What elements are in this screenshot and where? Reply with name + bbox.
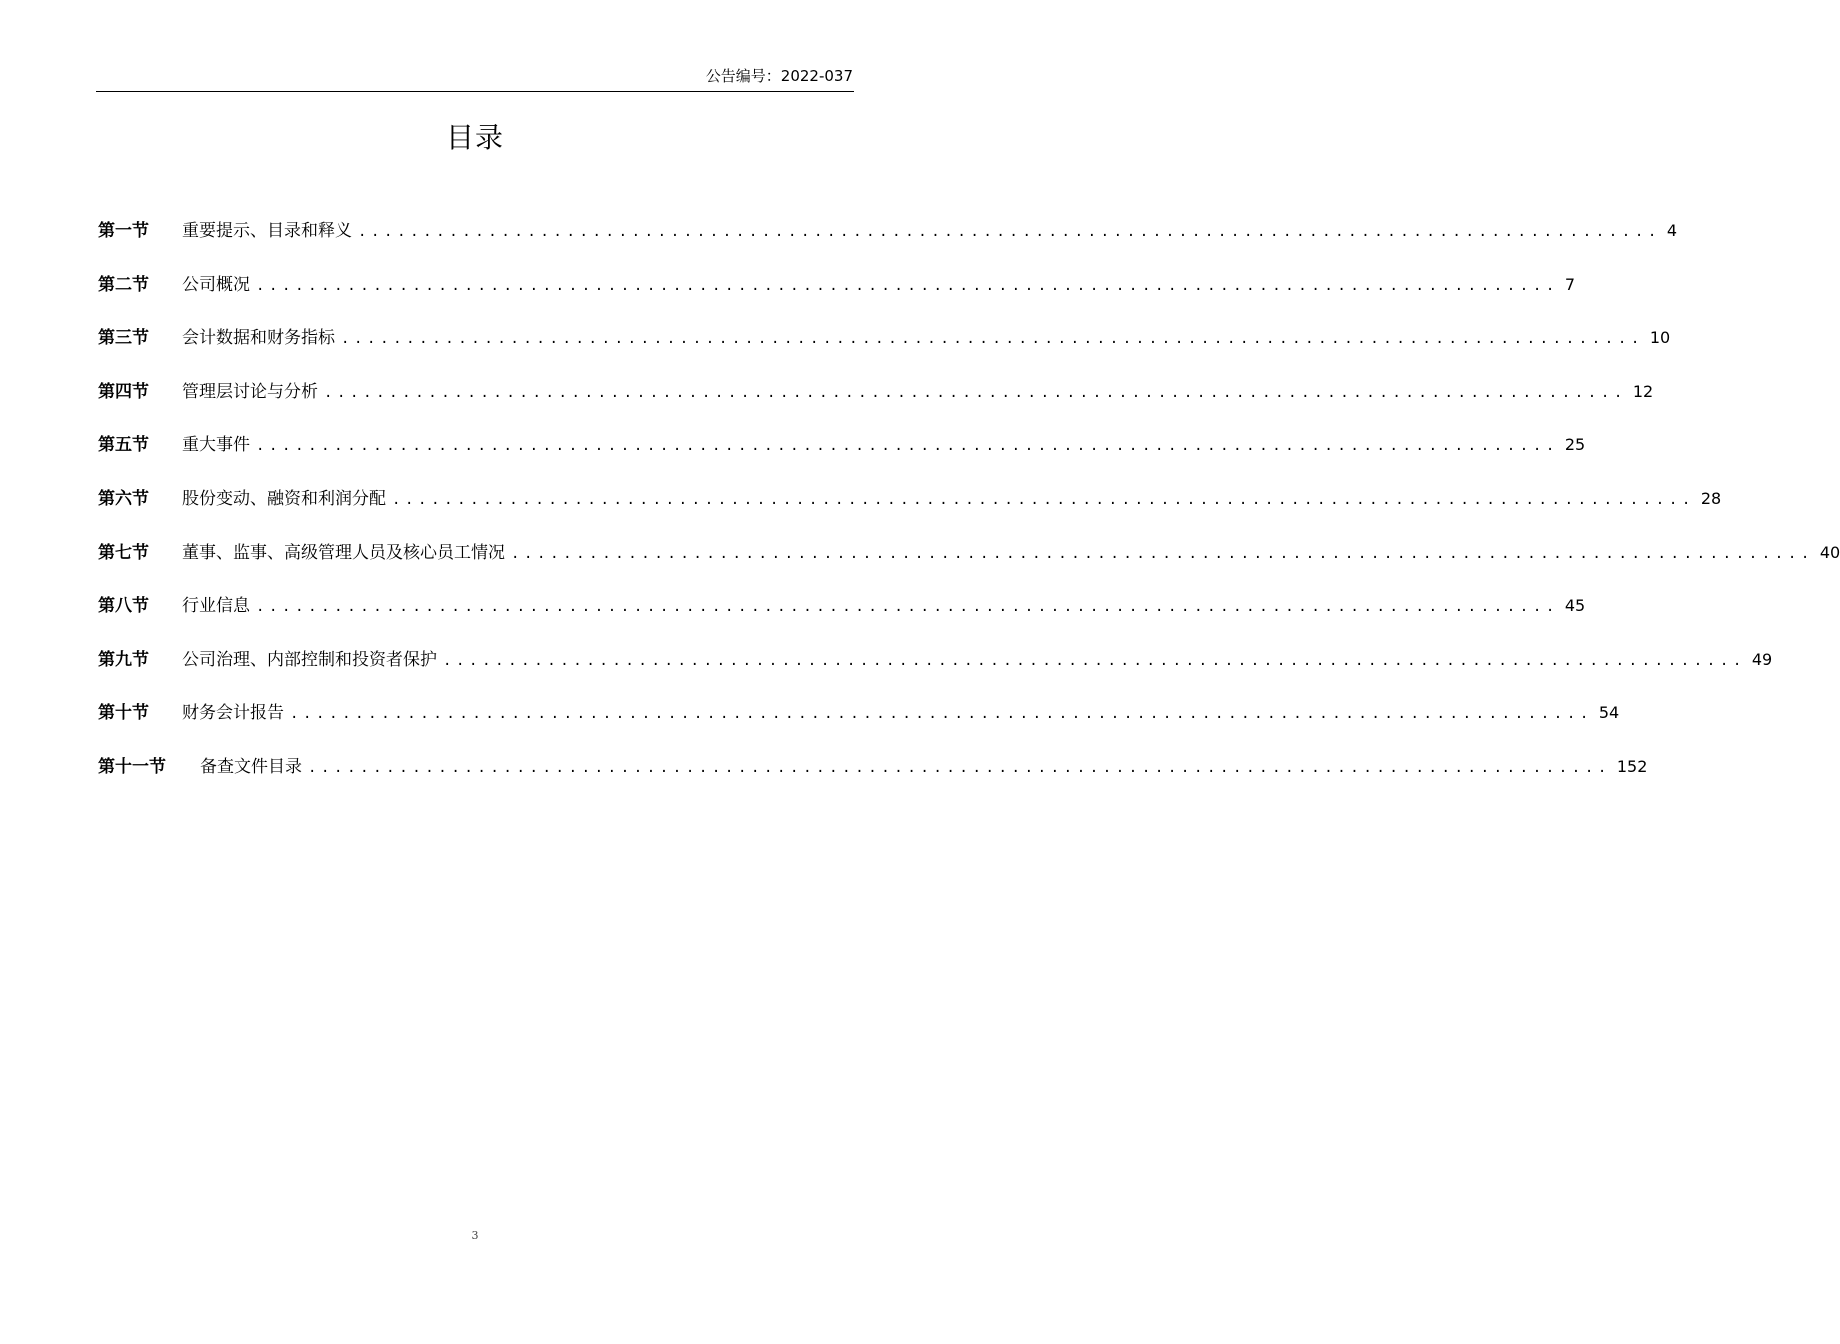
table-of-contents	[98, 218, 1840, 808]
toc-heading: 财务会计报告	[182, 703, 284, 724]
toc-heading: 会计数据和财务指标	[182, 328, 335, 349]
toc-section-label: 第一节	[98, 221, 149, 241]
dot-leader: ....................................................................................................	[443, 652, 1746, 669]
toc-heading: 重要提示、目录和释义	[182, 221, 352, 241]
dot-leader: ....................................................................................................	[511, 545, 1814, 562]
toc-entry-6[interactable]	[98, 486, 1722, 540]
toc-entry-10[interactable]	[98, 700, 1620, 754]
dot-leader: ....................................................................................................	[324, 384, 1627, 401]
toc-page-number: 49	[1751, 649, 1773, 669]
toc-entry-4[interactable]	[98, 379, 1654, 433]
dot-leader: ....................................................................................................	[256, 277, 1559, 294]
toc-section-label: 第五节	[98, 435, 149, 456]
toc-entry-9[interactable]	[98, 647, 1773, 701]
page-title: 目录	[445, 121, 504, 154]
toc-heading: 公司治理、内部控制和投资者保护	[182, 649, 437, 670]
toc-entry-8[interactable]	[98, 593, 1586, 647]
dot-leader: ....................................................................................................	[290, 706, 1593, 723]
toc-section-label: 第四节	[98, 381, 149, 402]
dot-leader: ....................................................................................................	[256, 599, 1559, 616]
dot-leader: ....................................................................................................	[341, 331, 1644, 348]
dot-leader: ....................................................................................................	[358, 224, 1661, 240]
toc-section-label: 第二节	[98, 274, 149, 295]
dot-leader: ....................................................................................................	[256, 438, 1559, 455]
toc-page-number: 4	[1666, 221, 1678, 240]
toc-section-label: 第九节	[98, 649, 149, 670]
toc-section-label: 第六节	[98, 488, 149, 509]
toc-heading: 备查文件目录	[200, 756, 302, 777]
toc-page-number: 40	[1819, 542, 1840, 562]
dot-leader: ....................................................................................................	[392, 491, 1695, 508]
toc-page-number: 54	[1598, 703, 1620, 723]
toc-heading: 行业信息	[182, 596, 250, 617]
toc-section-label: 第七节	[98, 542, 149, 563]
toc-page-number: 25	[1564, 435, 1586, 455]
toc-page-number: 152	[1616, 756, 1648, 776]
dot-leader: ....................................................................................................	[308, 759, 1611, 776]
page-number: 3	[471, 1229, 479, 1242]
toc-page-number: 12	[1632, 381, 1654, 401]
toc-page-number: 28	[1700, 488, 1722, 508]
toc-section-label: 第八节	[98, 596, 149, 617]
toc-entry-3[interactable]	[98, 325, 1671, 379]
toc-heading: 股份变动、融资和利润分配	[182, 488, 386, 509]
toc-entry-11[interactable]	[98, 754, 1648, 808]
toc-entry-7[interactable]	[98, 540, 1840, 594]
toc-entry-5[interactable]	[98, 432, 1586, 486]
toc-page-number: 10	[1649, 328, 1671, 348]
header-divider	[96, 91, 854, 92]
toc-heading: 管理层讨论与分析	[182, 381, 318, 402]
toc-heading: 董事、监事、高级管理人员及核心员工情况	[182, 542, 505, 563]
toc-entry-2[interactable]	[98, 272, 1576, 326]
announcement-number: 公告编号：2022-037	[705, 67, 853, 85]
toc-heading: 公司概况	[182, 274, 250, 295]
toc-page-number: 7	[1564, 274, 1576, 294]
toc-entry-1[interactable]	[98, 218, 1678, 272]
toc-page-number: 45	[1564, 596, 1586, 616]
toc-section-label: 第十一节	[98, 756, 166, 777]
toc-section-label: 第十节	[98, 703, 149, 724]
toc-section-label: 第三节	[98, 328, 149, 349]
toc-heading: 重大事件	[182, 435, 250, 456]
